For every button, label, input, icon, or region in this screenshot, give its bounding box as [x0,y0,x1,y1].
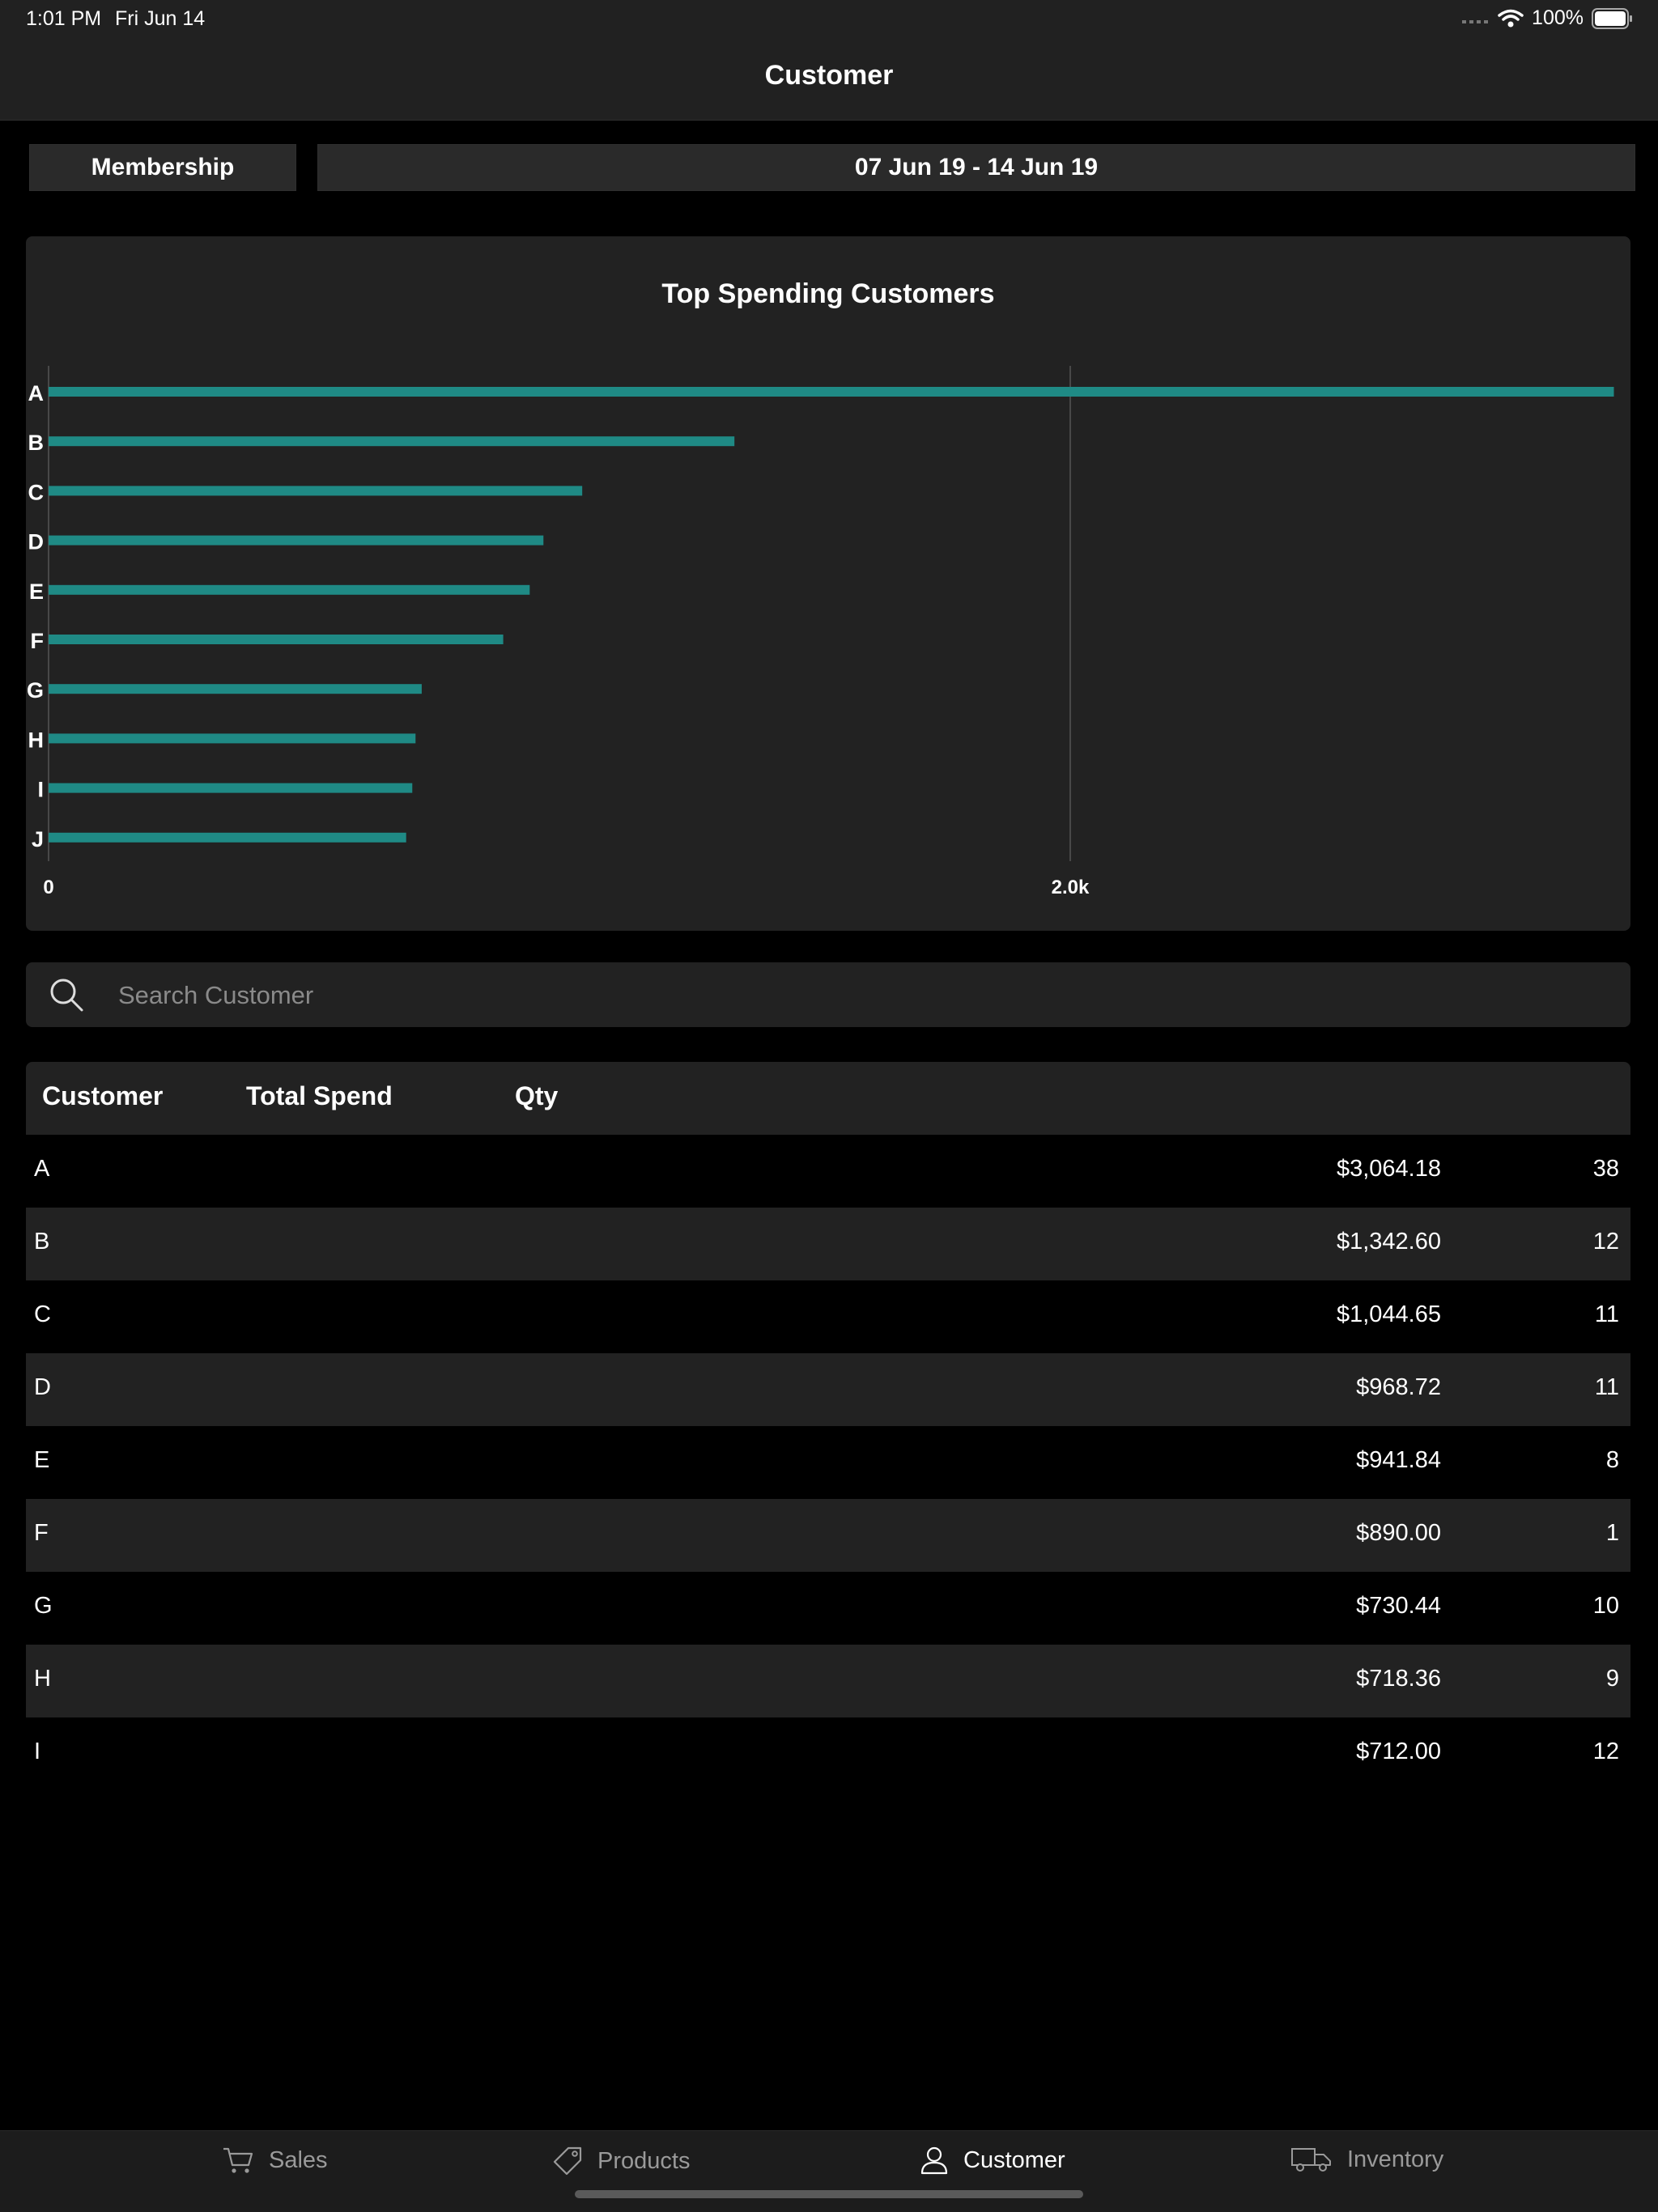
total-spend-cell: $890.00 [1356,1520,1441,1546]
search-icon [49,977,84,1013]
membership-filter-button[interactable]: Membership [29,144,296,191]
customer-name-cell: G [34,1593,53,1619]
bar [49,486,582,495]
status-indicators [1462,6,1634,30]
table-row[interactable] [26,1135,1630,1208]
qty-cell: 9 [1605,1666,1619,1692]
search-bar [26,962,1630,1027]
x-tick-label: 0 [43,877,54,898]
bar [49,733,415,743]
total-spend-cell: $730.44 [1356,1593,1441,1619]
battery-icon [1592,8,1634,29]
bar [49,387,1613,397]
battery-percent: 100% [1532,6,1584,29]
status-date: Fri Jun 14 [115,7,206,30]
table-row[interactable] [26,1499,1630,1572]
table-row[interactable] [26,1208,1630,1280]
qty-cell: 12 [1592,1739,1619,1764]
search-input[interactable] [117,974,1593,1017]
table-header [26,1062,1630,1135]
person-icon [920,2146,949,2175]
customer-name-cell: B [34,1229,50,1255]
tab-label: Products [597,2147,691,2174]
customer-name-cell: I [34,1739,41,1764]
chart-title: Top Spending Customers [661,278,995,309]
total-spend-cell: $1,044.65 [1336,1301,1441,1327]
tab-label: Inventory [1347,2146,1444,2172]
total-spend-cell: $1,342.60 [1336,1229,1441,1255]
status-bar [0,0,1658,39]
cellular-signal-icon [1462,14,1490,23]
page-title: Customer [764,60,894,91]
table-row[interactable] [26,1645,1630,1717]
bar [49,684,422,694]
qty-cell: 10 [1592,1593,1619,1619]
customer-name-cell: F [34,1520,49,1546]
tab-products[interactable] [552,2146,690,2176]
qty-cell: 38 [1592,1156,1619,1182]
header-total-spend[interactable]: Total Spend [246,1081,393,1110]
qty-cell: 11 [1594,1301,1619,1327]
y-category-label: G [26,678,44,703]
bar [49,833,406,843]
tab-inventory[interactable] [1290,2146,1443,2173]
chart-card [26,236,1630,931]
y-category-label: I [37,777,44,802]
top-spending-chart [26,236,1630,931]
y-category-label: B [28,431,44,456]
customer-name-cell: A [34,1156,50,1182]
wifi-icon [1498,9,1524,28]
customer-name-cell: E [34,1447,50,1473]
nav-bar [0,39,1658,121]
table-row[interactable] [26,1717,1630,1790]
qty-cell: 11 [1594,1374,1619,1400]
total-spend-cell: $968.72 [1356,1374,1441,1400]
customer-table [26,1135,1630,1764]
bar [49,436,734,446]
bar [49,536,543,546]
customer-name-cell: H [34,1666,51,1692]
y-category-label: C [28,480,44,505]
header-customer[interactable]: Customer [42,1081,164,1110]
tab-sales[interactable] [222,2146,328,2175]
qty-cell: 1 [1605,1520,1619,1546]
customer-name-cell: D [34,1374,51,1400]
customer-name-cell: C [34,1301,51,1327]
y-category-label: J [31,826,44,851]
tab-customer[interactable] [920,2146,1065,2175]
table-row[interactable] [26,1426,1630,1499]
total-spend-cell: $712.00 [1356,1739,1441,1764]
bar [49,635,504,644]
x-tick-label: 2.0k [1051,877,1090,898]
total-spend-cell: $941.84 [1356,1447,1441,1473]
tag-icon [552,2146,583,2176]
header-qty[interactable]: Qty [515,1081,559,1110]
qty-cell: 12 [1592,1229,1619,1255]
home-indicator [575,2190,1083,2198]
total-spend-cell: $3,064.18 [1336,1156,1441,1182]
total-spend-cell: $718.36 [1356,1666,1441,1692]
table-row[interactable] [26,1572,1630,1645]
y-category-label: H [28,728,44,753]
date-range-button[interactable]: 07 Jun 19 - 14 Jun 19 [317,144,1635,191]
table-row[interactable] [26,1280,1630,1353]
bar [49,585,529,595]
qty-cell: 8 [1605,1447,1619,1473]
table-row[interactable] [26,1353,1630,1426]
bar [49,783,412,793]
status-time: 1:01 PM [26,7,102,30]
tab-bar [0,2130,1658,2212]
y-category-label: A [28,381,44,405]
cart-icon [222,2146,254,2175]
y-category-label: E [28,579,44,604]
truck-icon [1290,2146,1333,2173]
y-category-label: D [28,529,44,554]
tab-label: Sales [269,2146,328,2173]
y-category-label: F [30,629,44,653]
tab-label: Customer [963,2146,1065,2173]
